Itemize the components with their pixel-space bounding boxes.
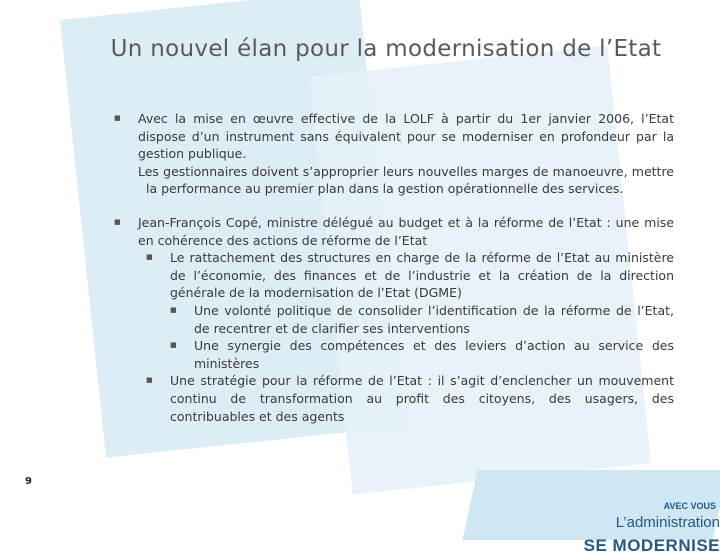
- sub-bullet-item: [114, 249, 674, 302]
- bullet-text: Jean-François Copé, ministre délégué au budget et à la réforme de l’Etat : une mise en cohérence des actions de réforme de l’Etat: [138, 214, 674, 248]
- sub-bullet-item: [114, 372, 674, 425]
- brand-logo: [568, 496, 720, 556]
- sub-sub-bullet-text: Une volonté politique de consolider l’identification de la réforme de l’Etat, de recentrer et de clarifier ses interventions: [194, 302, 674, 336]
- sub-sub-bullet-item: [114, 337, 674, 372]
- bullet-text: Avec la mise en œuvre effective de la LOLF à partir du 1er janvier 2006, l’Etat dispose d’un instrument sans équivalent pour se moderniser en profondeur par la gestion publique.: [138, 111, 674, 162]
- spacer: [114, 198, 674, 214]
- square-bullet-icon: ■: [170, 305, 177, 314]
- sub-sub-bullet-text: Une synergie des compétences et des leviers d’action au service des ministères: [194, 338, 674, 371]
- page-number: 9: [25, 476, 32, 487]
- square-bullet-icon: ■: [146, 376, 153, 385]
- square-bullet-icon: ■: [114, 217, 121, 226]
- bullet-item: [114, 110, 674, 163]
- square-bullet-icon: ■: [114, 114, 121, 122]
- sub-bullet-text: Le rattachement des structures en charge de la réforme de l’Etat au ministère de l’économie, des finances et de l’industrie et la création de la direction générale de la modernisation de l’Etat (DGME): [170, 250, 674, 301]
- bullet-continuation: Les gestionnaires doivent s’approprier leurs nouvelles marges de manoeuvre, mettre la performance au premier plan dans la gestion opérationnelle des services.: [138, 163, 674, 197]
- slide-title: Un nouvel élan pour la modernisation de l’Etat: [110, 36, 662, 62]
- square-bullet-icon: ■: [170, 341, 177, 350]
- bullet-list: [114, 110, 674, 425]
- square-bullet-icon: ■: [146, 253, 153, 262]
- brand-administration: L’administration: [615, 514, 720, 531]
- brand-avec-vous: AVEC VOUS: [663, 501, 716, 511]
- brand-se-modernise: SE MODERNISE: [583, 536, 720, 555]
- bullet-item: [114, 214, 674, 249]
- sub-bullet-text: Une stratégie pour la réforme de l’Etat : il s’agit d’enclencher un mouvement continu de transformation au profit des citoyens, des usagers, des contribuables et des agents: [170, 373, 674, 424]
- sub-sub-bullet-item: [114, 302, 674, 337]
